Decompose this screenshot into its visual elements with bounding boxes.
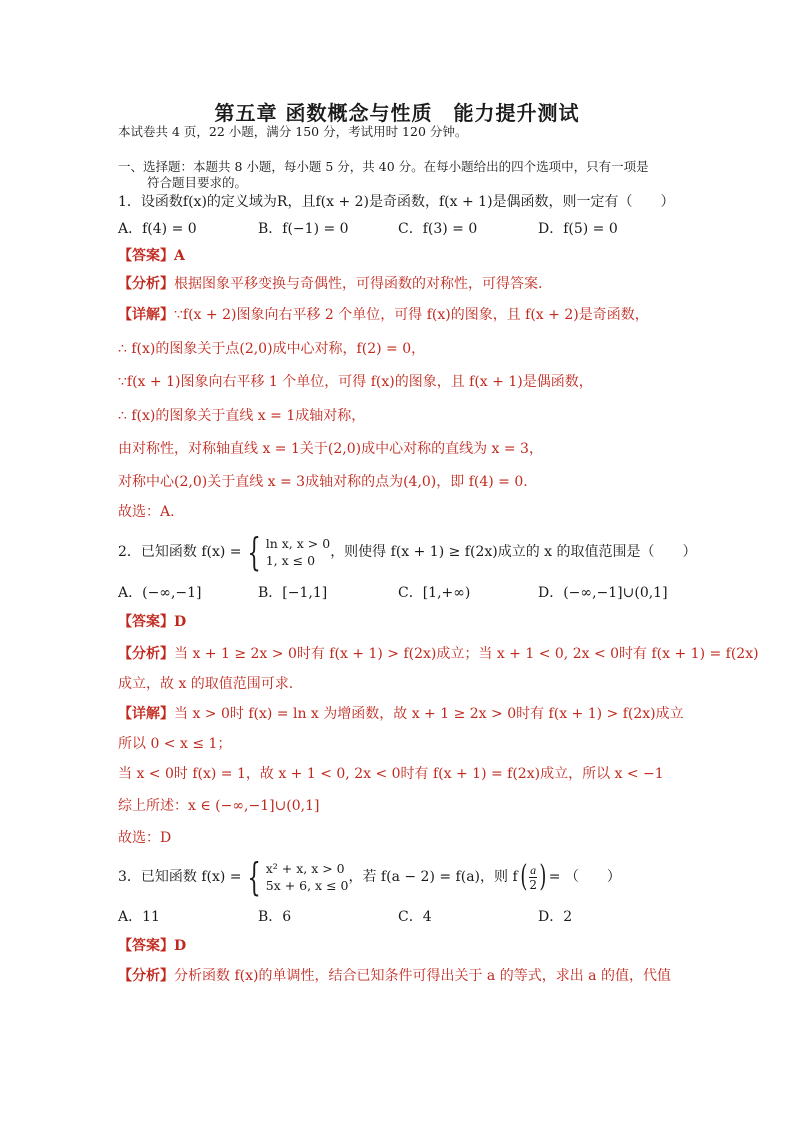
- q3-fraction: [529, 863, 537, 892]
- q1-detail-line3: ∵f(x + 1)图象向右平移 1 个单位，可得 f(x)的图象，且 f(x + 1)是偶函数，: [118, 374, 593, 390]
- q2-analysis: [118, 644, 759, 664]
- q2-analysis-line2: 成立，故 x 的取值范围可求.: [118, 676, 294, 692]
- q1-answer: 【答案】A: [118, 248, 185, 264]
- q3-stem-mid: ，若 f(a − 2) = f(a)，则 f: [348, 869, 518, 885]
- q2-answer: 【答案】D: [118, 614, 187, 630]
- q2-stem-end: ，则使得 f(x + 1) ≥ f(2x)成立的 x 的取值范围是（ ）: [330, 544, 697, 560]
- q1-detail-line1: [118, 305, 649, 325]
- q3-answer: 【答案】D: [118, 938, 187, 954]
- page-title: 第五章 函数概念与性质 能力提升测试: [214, 101, 580, 125]
- q2-option-b: B．[−1,1]: [258, 585, 328, 601]
- q2-detail-tag: 【详解】: [118, 706, 174, 722]
- q1-detail-line5: 由对称性，对称轴直线 x = 1关于(2,0)成中心对称的直线为 x = 3，: [118, 441, 543, 457]
- q1-option-c: C．f(3) = 0: [398, 221, 478, 237]
- right-paren-icon: ): [539, 859, 547, 894]
- q1-detail-line7: 故选：A.: [118, 504, 175, 520]
- q3-piecewise: [266, 860, 349, 894]
- q2-stem: [118, 530, 697, 574]
- q3-piece-2: 5x + 6, x ≤ 0: [265, 878, 349, 893]
- left-brace-icon: {: [246, 855, 261, 899]
- q3-stem: [118, 855, 621, 899]
- q2-option-c: C．[1,+∞): [398, 585, 471, 601]
- q1-analysis-text: 根据图象平移变换与奇偶性，可得函数的对称性，可得答案.: [174, 276, 543, 292]
- q2-analysis-text: 当 x + 1 ≥ 2x > 0时有 f(x + 1) > f(2x)成立；当 x + 1 < 0, 2x < 0时有 f(x + 1) = f(2x): [174, 646, 759, 662]
- q3-option-c: C．4: [398, 909, 432, 925]
- q1-detail-tag: 【详解】: [118, 307, 174, 323]
- q2-piecewise: [266, 535, 330, 569]
- q3-stem-end: = （ ）: [548, 869, 621, 885]
- exam-intro: 本试卷共 4 页，22 小题，满分 150 分，考试用时 120 分钟。: [118, 124, 468, 139]
- q1-option-b: B．f(−1) = 0: [258, 221, 349, 237]
- q3-stem-start: 3．已知函数 f(x) =: [118, 869, 242, 885]
- q3-analysis-text: 分析函数 f(x)的单调性，结合已知条件可得出关于 a 的等式，求出 a 的值，代值: [174, 968, 671, 984]
- q2-detail-line2: 所以 0 < x ≤ 1；: [118, 736, 232, 752]
- q2-detail-line4: 综上所述：x ∈ (−∞,−1]∪(0,1]: [118, 798, 320, 814]
- q2-stem-start: 2．已知函数 f(x) =: [118, 544, 242, 560]
- q2-detail-text1: 当 x > 0时 f(x) = ln x 为增函数，故 x + 1 ≥ 2x > 0时有 f(x + 1) > f(2x)成立: [174, 706, 684, 722]
- q2-detail-line5: 故选：D: [118, 830, 172, 846]
- q2-detail-line3: 当 x < 0时 f(x) = 1，故 x + 1 < 0, 2x < 0时有 f(x + 1) = f(2x)成立，所以 x < −1: [118, 766, 664, 782]
- q1-detail-text1: ∵f(x + 2)图象向右平移 2 个单位，可得 f(x)的图象，且 f(x + 2)是奇函数，: [174, 307, 649, 323]
- q3-frac-num: a: [530, 862, 537, 877]
- left-paren-icon: (: [519, 859, 528, 894]
- q1-detail-line4: ∴ f(x)的图象关于直线 x = 1成轴对称，: [118, 408, 366, 424]
- q3-option-b: B．6: [258, 909, 292, 925]
- q3-option-a: A．11: [118, 909, 160, 925]
- q2-detail-line1: [118, 704, 684, 724]
- q2-analysis-tag: 【分析】: [118, 646, 174, 662]
- q1-analysis-tag: 【分析】: [118, 276, 174, 292]
- q3-analysis-tag: 【分析】: [118, 968, 174, 984]
- q1-option-d: D．f(5) = 0: [538, 221, 618, 237]
- q1-option-a: A．f(4) = 0: [118, 221, 197, 237]
- left-brace-icon: {: [246, 530, 261, 574]
- q2-piece-2: 1, x ≤ 0: [265, 553, 316, 568]
- q2-option-a: A．(−∞,−1]: [118, 585, 202, 601]
- q1-detail-line2: ∴ f(x)的图象关于点(2,0)成中心对称，f(2) = 0，: [118, 341, 426, 357]
- section-heading-line1: 一、选择题：本题共 8 小题，每小题 5 分，共 40 分。在每小题给出的四个选项中，只有一项是: [118, 159, 649, 174]
- q2-piece-1: ln x, x > 0: [265, 536, 331, 551]
- q2-option-d: D．(−∞,−1]∪(0,1]: [538, 585, 668, 601]
- section-heading-line2: 符合题目要求的。: [147, 175, 248, 190]
- q3-frac-den: 2: [529, 877, 537, 892]
- q1-stem: 1．设函数f(x)的定义域为R，且f(x + 2)是奇函数，f(x + 1)是偶函数，则一定有（ ）: [118, 194, 675, 210]
- q1-detail-line6: 对称中心(2,0)关于直线 x = 3成轴对称的点为(4,0)，即 f(4) = 0.: [118, 474, 528, 490]
- q3-piece-1: x² + x, x > 0: [265, 861, 345, 876]
- q3-analysis: [118, 966, 671, 986]
- q1-analysis: [118, 274, 542, 294]
- q3-option-d: D．2: [538, 909, 573, 925]
